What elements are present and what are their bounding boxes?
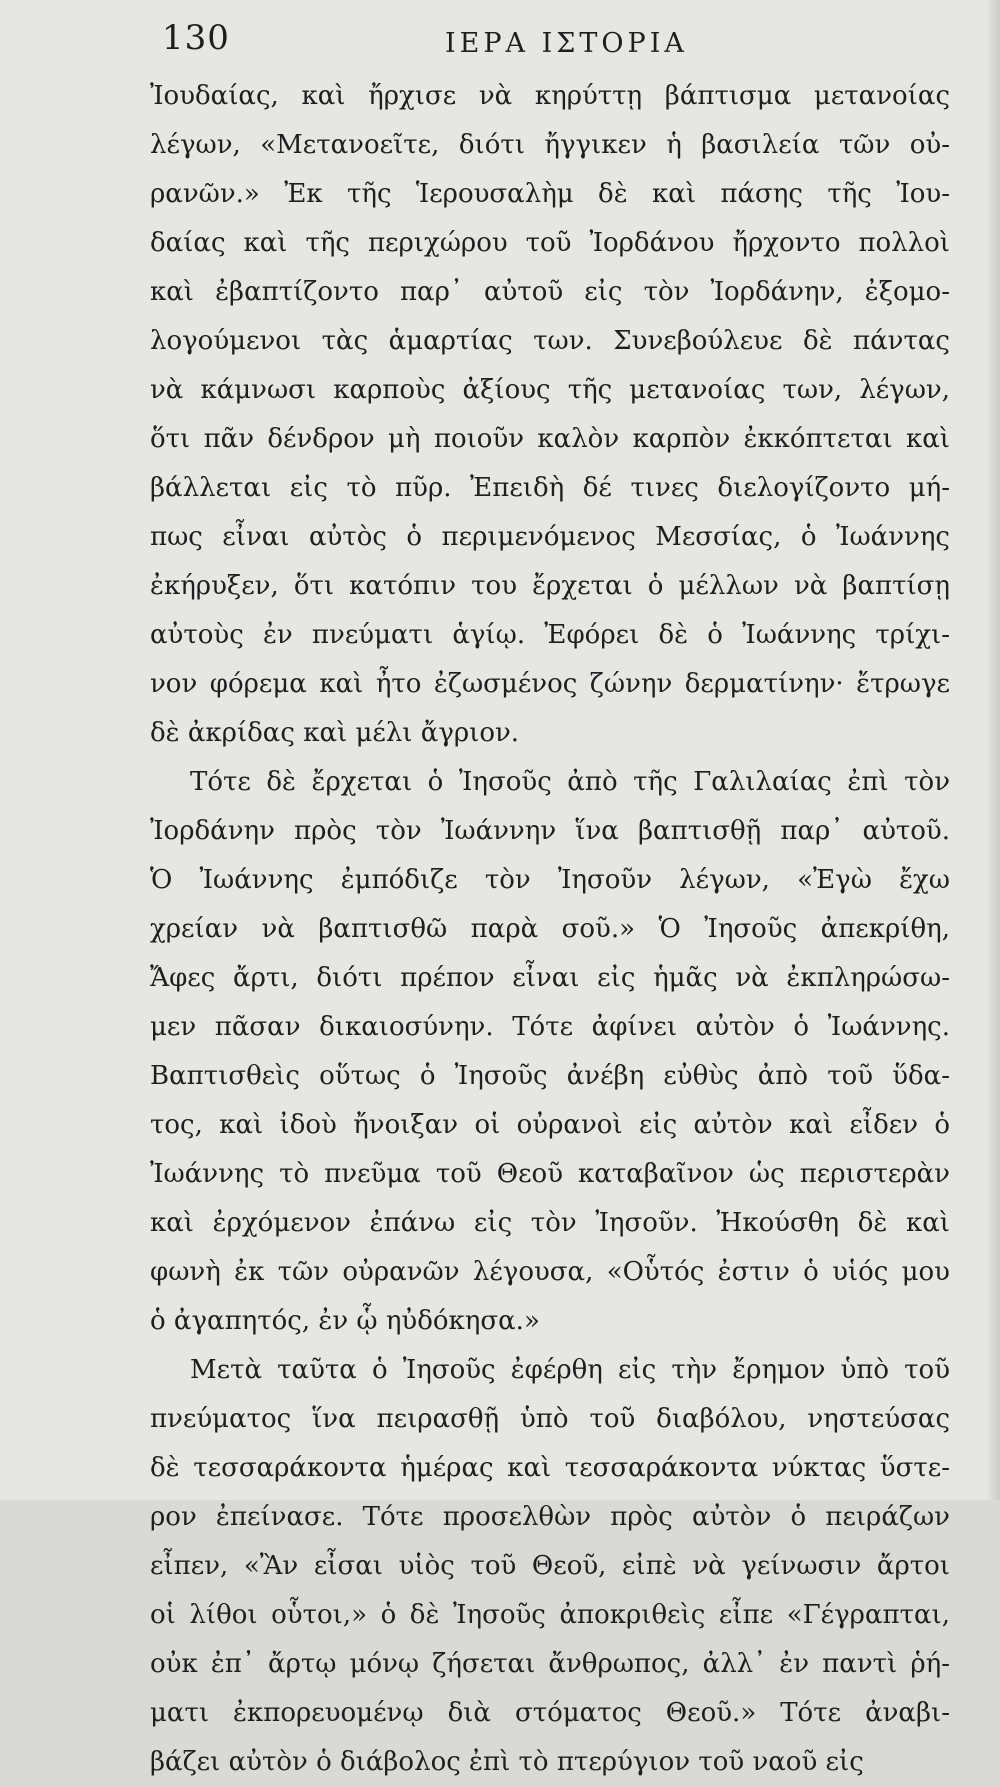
text-line: βάλλεται εἰς τὸ πῦρ. Ἐπειδὴ δέ τινες διελογίζοντο μή- [150,473,950,503]
text-line: πνεύματος ἵνα πειρασθῇ ὑπὸ τοῦ διαβόλου, νηστεύσας [150,1404,950,1434]
paragraph [150,1346,950,1787]
text-line: Ἰουδαίας, καὶ ἤρχισε νὰ κηρύττῃ βάπτισμα μετανοίας [150,81,950,111]
running-title: ΙΕΡΑ ΙΣΤΟΡΙΑ [445,28,688,59]
text-line: ὁ ἀγαπητός, ἐν ᾧ ηὐδόκησα.» [150,1306,540,1336]
text-line: οἱ λίθοι οὗτοι,» ὁ δὲ Ἰησοῦς ἀποκριθεὶς εἶπε «Γέγραπται, [150,1600,950,1630]
text-line: Βαπτισθεὶς οὕτως ὁ Ἰησοῦς ἀνέβη εὐθὺς ἀπὸ τοῦ ὕδα- [150,1061,950,1091]
text-line: τος, καὶ ἰδοὺ ἤνοιξαν οἱ οὐρανοὶ εἰς αὐτὸν καὶ εἶδεν ὁ [150,1110,950,1140]
text-line: Ἰωάννης τὸ πνεῦμα τοῦ Θεοῦ καταβαῖνον ὡς περιστερὰν [150,1159,950,1189]
text-line: καὶ ἐβαπτίζοντο παρ᾿ αὐτοῦ εἰς τὸν Ἰορδάνην, ἐξομο- [150,277,950,307]
text-line: Ἰορδάνην πρὸς τὸν Ἰωάννην ἵνα βαπτισθῇ παρ᾿ αὐτοῦ. [150,816,950,846]
text-line: δὲ τεσσαράκοντα ἡμέρας καὶ τεσσαράκοντα νύκτας ὕστε- [150,1453,950,1483]
text-line: μεν πᾶσαν δικαιοσύνην. Τότε ἀφίνει αὐτὸν ὁ Ἰωάννης. [150,1012,950,1042]
text-line: λογούμενοι τὰς ἁμαρτίας των. Συνεβούλευε δὲ πάντας [150,326,950,356]
text-line: ματι ἐκπορευομένῳ διὰ στόματος Θεοῦ.» Τότε ἀναβι- [150,1698,950,1728]
text-line: ἐκήρυξεν, ὅτι κατόπιν του ἔρχεται ὁ μέλλων νὰ βαπτίσῃ [150,571,950,601]
text-line: ρον ἐπείνασε. Τότε προσελθὼν πρὸς αὐτὸν ὁ πειράζων [150,1502,950,1532]
text-line: δὲ ἀκρίδας καὶ μέλι ἄγριον. [150,718,520,748]
text-line: λέγων, «Μετανοεῖτε, διότι ἤγγικεν ἡ βασιλεία τῶν οὐ- [150,130,950,160]
text-line: δαίας καὶ τῆς περιχώρου τοῦ Ἰορδάνου ἤρχοντο πολλοὶ [150,228,950,258]
page-number: 130 [162,18,230,58]
text-line: βάζει αὐτὸν ὁ διάβολος ἐπὶ τὸ πτερύγιον τοῦ ναοῦ εἰς [150,1747,864,1777]
text-line: φωνὴ ἐκ τῶν οὐρανῶν λέγουσα, «Οὗτός ἐστιν ὁ υἱός μου [150,1257,950,1287]
text-line: Τότε δὲ ἔρχεται ὁ Ἰησοῦς ἀπὸ τῆς Γαλιλαίας ἐπὶ τὸν [190,767,950,797]
text-line: ὅτι πᾶν δένδρον μὴ ποιοῦν καλὸν καρπὸν ἐκκόπτεται καὶ [150,424,950,454]
paragraph [150,758,950,1346]
text-line: νον φόρεμα καὶ ἦτο ἐζωσμένος ζώνην δερματίνην· ἔτρωγε [150,669,950,699]
text-line: Μετὰ ταῦτα ὁ Ἰησοῦς ἐφέρθη εἰς τὴν ἔρημον ὑπὸ τοῦ [190,1355,950,1385]
page-header [150,14,960,70]
page-body [150,72,950,1787]
text-line: καὶ ἐρχόμενον ἐπάνω εἰς τὸν Ἰησοῦν. Ἠκούσθη δὲ καὶ [150,1208,950,1238]
text-line: νὰ κάμνωσι καρποὺς ἀξίους τῆς μετανοίας των, λέγων, [150,375,950,405]
text-line: χρείαν νὰ βαπτισθῶ παρὰ σοῦ.» Ὁ Ἰησοῦς ἀπεκρίθη, [150,914,950,944]
text-line: οὐκ ἐπ᾿ ἄρτῳ μόνῳ ζήσεται ἄνθρωπος, ἀλλ᾿ ἐν παντὶ ῥή- [150,1649,950,1679]
paragraph [150,72,950,758]
text-line: Ἄφες ἄρτι, διότι πρέπον εἶναι εἰς ἡμᾶς νὰ ἐκπληρώσω- [150,963,950,993]
text-line: Ὁ Ἰωάννης ἐμπόδιζε τὸν Ἰησοῦν λέγων, «Ἐγὼ ἔχω [150,865,950,895]
text-line: εἶπεν, «Ἂν εἶσαι υἱὸς τοῦ Θεοῦ, εἰπὲ νὰ γείνωσιν ἄρτοι [150,1551,950,1581]
text-line: ρανῶν.» Ἐκ τῆς Ἱερουσαλὴμ δὲ καὶ πάσης τῆς Ἰου- [150,179,950,209]
text-line: αὐτοὺς ἐν πνεύματι ἁγίῳ. Ἐφόρει δὲ ὁ Ἰωάννης τρίχι- [150,620,950,650]
text-line: πως εἶναι αὐτὸς ὁ περιμενόμενος Μεσσίας, ὁ Ἰωάννης [150,522,950,552]
